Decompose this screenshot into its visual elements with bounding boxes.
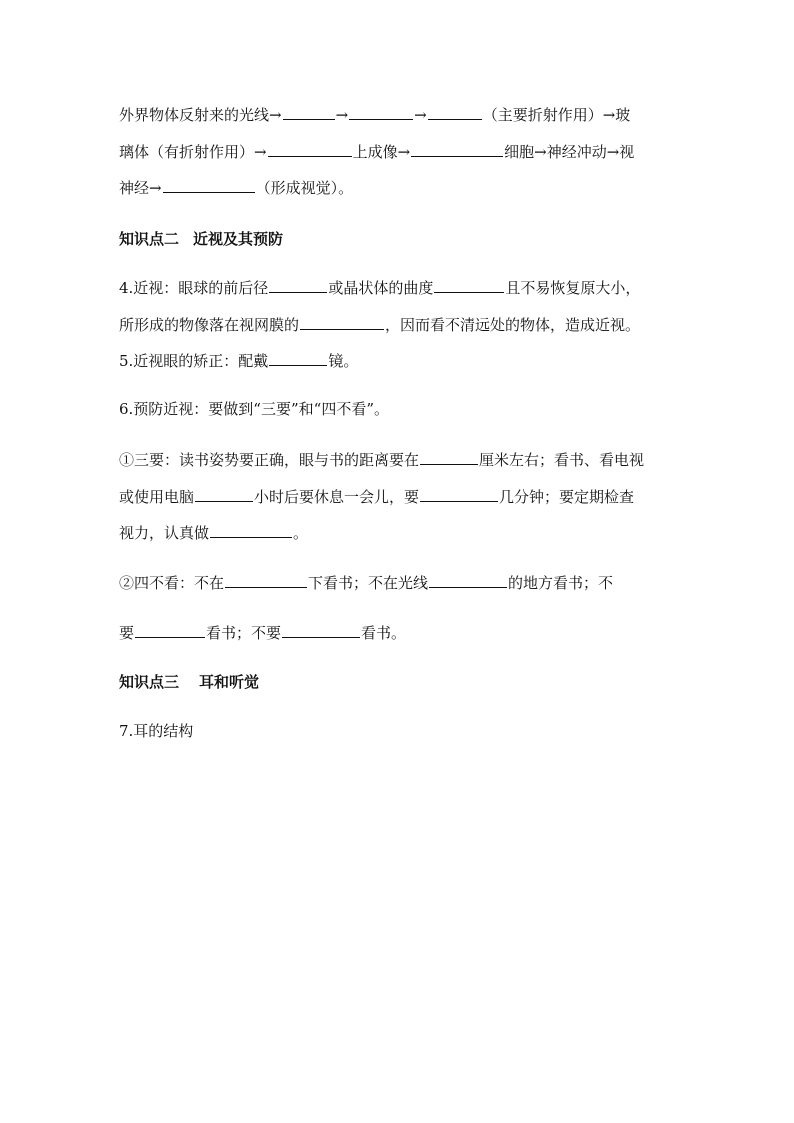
answer-blank[interactable]	[135, 622, 205, 638]
text-segment: 的地方看书；不	[508, 574, 614, 592]
question-6b-line-2	[119, 622, 699, 643]
answer-blank[interactable]	[428, 104, 482, 120]
text-segment: 或晶状体的曲度	[328, 279, 434, 297]
text-segment: （形成视觉）。	[255, 179, 354, 197]
section-label: 知识点二	[119, 230, 180, 248]
answer-blank[interactable]	[225, 572, 307, 588]
text-segment: （主要折射作用）→玻	[482, 106, 631, 124]
section-title: 耳和听觉	[199, 673, 260, 691]
answer-blank[interactable]	[269, 350, 327, 366]
question-6a-line-1	[119, 449, 699, 470]
answer-blank[interactable]	[434, 277, 504, 293]
question-text: 7.耳的结构	[119, 722, 194, 740]
question-text: 6.预防近视：要做到“三要”和“四不看”。	[119, 400, 389, 418]
text-segment: 神经→	[119, 179, 162, 197]
answer-blank[interactable]	[269, 277, 327, 293]
text-segment: 外界物体反射来的光线→	[119, 106, 282, 124]
answer-blank[interactable]	[195, 486, 253, 502]
question-5	[119, 350, 699, 371]
text-segment: 看书；不要	[206, 624, 282, 642]
question-6	[119, 399, 699, 419]
answer-blank[interactable]	[163, 177, 255, 193]
text-segment: 。	[293, 524, 309, 542]
text-segment: 要	[119, 624, 135, 642]
text-segment: ，因而看不清远处的物体，造成近视。	[385, 316, 641, 334]
answer-blank[interactable]	[283, 104, 335, 120]
section-heading-2	[119, 229, 699, 249]
text-segment: ②四不看：不在	[119, 574, 225, 592]
text-segment: 几分钟；要定期检查	[499, 488, 635, 506]
answer-blank[interactable]	[349, 104, 413, 120]
text-segment: 或使用电脑	[119, 488, 195, 506]
text-segment: 视力，认真做	[119, 524, 210, 542]
question-6b-line-1	[119, 572, 699, 593]
eye-pathway-line-3	[119, 177, 699, 198]
question-4-line-1	[119, 277, 699, 298]
answer-blank[interactable]	[420, 449, 478, 465]
answer-blank[interactable]	[268, 141, 352, 157]
answer-blank[interactable]	[420, 486, 498, 502]
section-label: 知识点三	[119, 673, 180, 691]
text-segment: 璃体（有折射作用）→	[119, 143, 267, 161]
eye-pathway-line-2	[119, 141, 699, 162]
answer-blank[interactable]	[429, 572, 507, 588]
eye-pathway-line-1	[119, 104, 699, 125]
question-7	[119, 721, 699, 741]
text-segment: 上成像→	[352, 143, 411, 161]
text-segment: 细胞→神经冲动→视	[504, 143, 635, 161]
text-segment: 小时后要休息一会儿，要	[254, 488, 420, 506]
answer-blank[interactable]	[411, 141, 503, 157]
text-segment: ①三要：读书姿势要正确，眼与书的距离要在	[119, 451, 420, 469]
text-segment: 镜。	[328, 352, 359, 370]
section-heading-3	[119, 672, 699, 692]
answer-blank[interactable]	[210, 522, 292, 538]
answer-blank[interactable]	[282, 622, 360, 638]
text-segment: 4.近视：眼球的前后径	[119, 279, 269, 297]
text-segment: 下看书；不在光线	[308, 574, 429, 592]
text-segment: 且不易恢复原大小，	[505, 279, 641, 297]
text-segment: →	[414, 106, 427, 124]
question-6a-line-2	[119, 486, 699, 507]
text-segment: 看书。	[361, 624, 407, 642]
answer-blank[interactable]	[300, 314, 384, 330]
text-segment: 所形成的物像落在视网膜的	[119, 316, 300, 334]
text-segment: 5.近视眼的矫正：配戴	[119, 352, 269, 370]
section-title: 近视及其预防	[193, 230, 284, 248]
question-6a-line-3	[119, 522, 699, 543]
text-segment: 厘米左右；看书、看电视	[479, 451, 645, 469]
text-segment: →	[335, 106, 349, 124]
question-4-line-2	[119, 314, 699, 335]
